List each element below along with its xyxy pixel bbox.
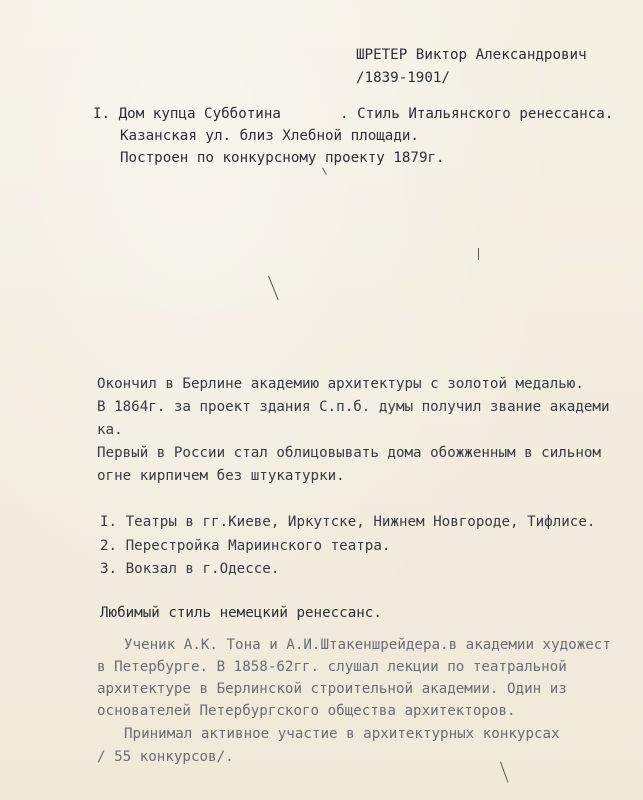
architect-years: /1839-1901/ [356, 70, 450, 86]
bio-line: Окончил в Берлине академию архитектуры с золотой медалью. [97, 376, 584, 392]
stray-mark [478, 248, 479, 260]
building-built: Построен по конкурсному проекту 1879г. [120, 150, 445, 166]
extra-line: основателей Петербургского общества архитекторов. [97, 703, 516, 719]
extra-line: Ученик А.К. Тона и А.И.Штакеншрейдера.в академии художест [124, 637, 611, 653]
building-title: I. Дом купца Субботина [93, 106, 281, 122]
stray-mark [268, 276, 279, 300]
works-item: 2. Перестройка Мариинского театра. [100, 538, 391, 554]
bio-line: огне кирпичем без штукатурки. [97, 468, 345, 484]
bio-line: ка. [97, 422, 123, 438]
favorite-style: Любимый стиль немецкий ренессанс. [100, 605, 382, 621]
works-item: I. Театры в гг.Киеве, Иркутске, Нижнем Новгороде, Тифлисе. [100, 514, 596, 530]
stray-mark [500, 762, 508, 783]
extra-line: архитектуре в Берлинской строительной академии. Один из [97, 681, 567, 697]
bio-line: Первый в России стал облицовывать дома обожженным в сильном [97, 445, 601, 461]
bio-line: В 1864г. за проект здания С.п.б. думы получил звание академи [97, 399, 610, 415]
architect-name: ШРЕТЕР Виктор Александрович [356, 47, 587, 63]
building-style: . Стиль Итальянского ренессанса. [340, 106, 614, 122]
works-item: 3. Вокзал в г.Одессе. [100, 561, 280, 577]
extra-line: в Петербурге. В 1858-62гг. слушал лекции по театральной [97, 659, 567, 675]
stray-mark [322, 168, 327, 175]
extra-line: Принимал активное участие в архитектурных конкурсах [124, 726, 560, 742]
extra-line: / 55 конкурсов/. [97, 749, 234, 765]
building-address: Казанская ул. близ Хлебной площади. [120, 128, 419, 144]
